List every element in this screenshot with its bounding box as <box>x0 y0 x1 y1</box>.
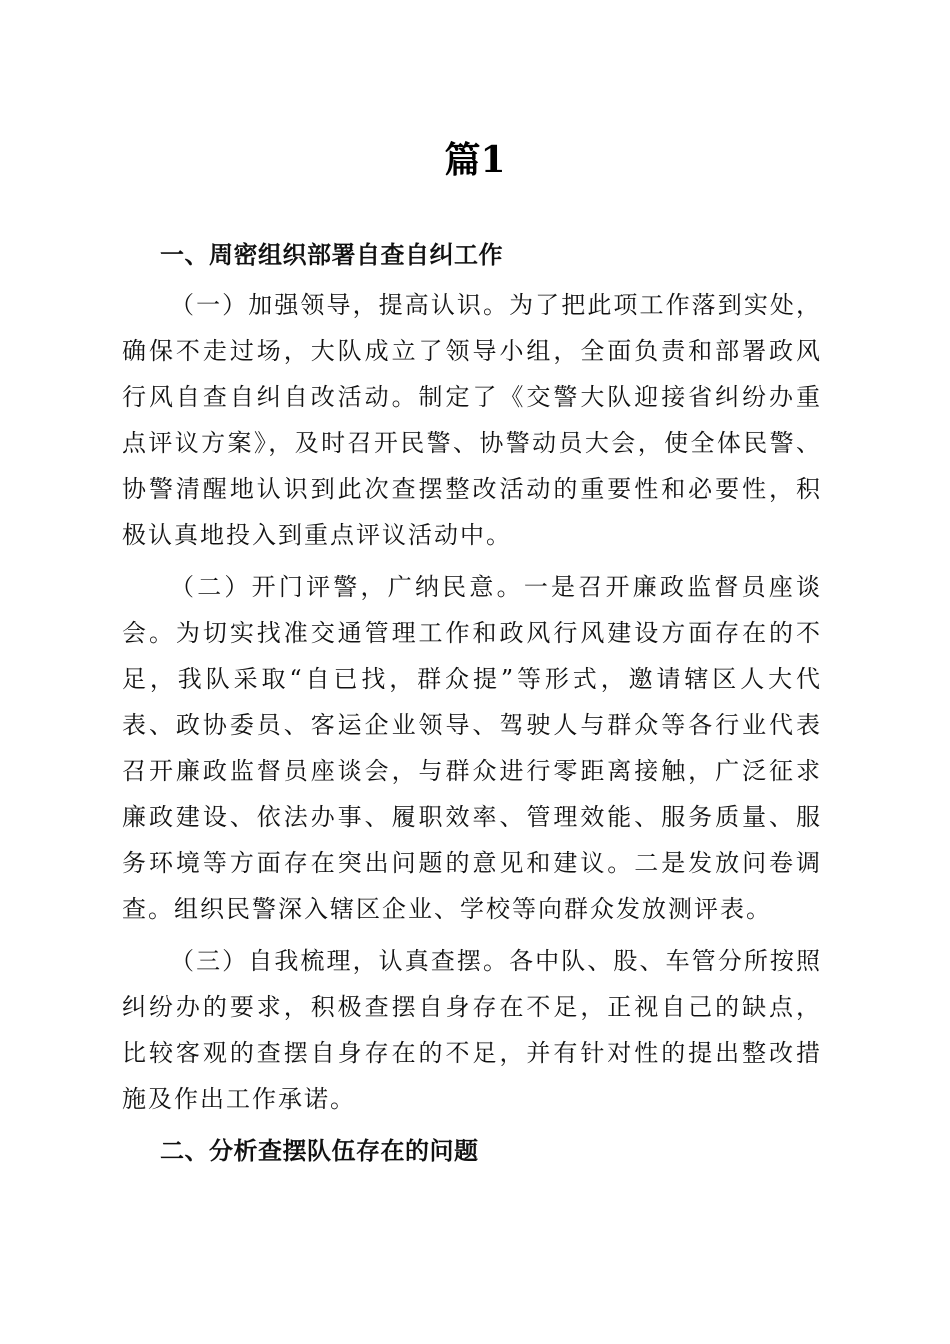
document-body <box>122 232 822 1178</box>
paragraph-1: （一）加强领导，提高认识。为了把此项工作落到实处，确保不走过场，大队成立了领导小组，全面负责和部署政风行风自查自纠自改活动。制定了《交警大队迎接省纠纷办重点评议方案》，及时召开民警、协警动员大会，使全体民警、协警清醒地认识到此次查摆整改活动的重要性和必要性，积极认真地投入到重点评议活动中。 <box>122 291 822 549</box>
section-heading-2: 二、分析查摆队伍存在的问题 <box>160 1137 479 1165</box>
paragraph-2: （二）开门评警，广纳民意。一是召开廉政监督员座谈会。为切实找准交通管理工作和政风行风建设方面存在的不足，我队采取“自已找，群众提”等形式，邀请辖区人大代表、政协委员、客运企业领导、驾驶人与群众等各行业代表召开廉政监督员座谈会，与群众进行零距离接触，广泛征求廉政建设、依法办事、履职效率、管理效能、服务质量、服务环境等方面存在突出问题的意见和建议。二是发放问卷调查。组织民警深入辖区企业、学校等向群众发放测评表。 <box>122 573 822 923</box>
document-title: 篇1 <box>444 139 506 181</box>
section-heading-1: 一、周密组织部署自查自纠工作 <box>160 241 503 269</box>
paragraph-3: （三）自我梳理，认真查摆。各中队、股、车管分所按照纠纷办的要求，积极查摆自身存在不足，正视自己的缺点，比较客观的查摆自身存在的不足，并有针对性的提出整改措施及作出工作承诺。 <box>122 947 822 1113</box>
